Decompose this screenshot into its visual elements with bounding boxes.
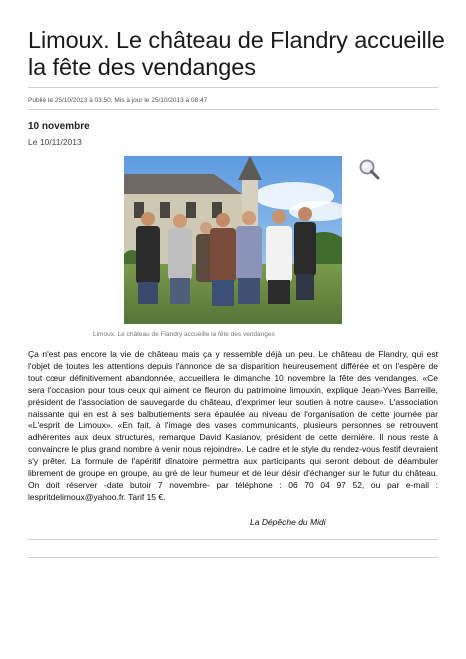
article-date: Le 10/11/2013 — [28, 137, 82, 147]
meta-divider — [28, 109, 438, 110]
photo-caption: Limoux. Le château de Flandry accueille la fête des vendanges — [93, 331, 275, 338]
bottom-divider-1 — [28, 539, 438, 540]
article-photo[interactable] — [124, 156, 342, 324]
article-signature: La Dépêche du Midi — [250, 517, 326, 527]
publication-meta: Publié le 25/10/2013 à 03:50, Mis à jour le 25/10/2013 à 08:47 — [28, 97, 208, 104]
top-divider — [28, 87, 438, 88]
article-body: Ça n'est pas encore la vie de château mais ça y ressemble déjà un peu. Le château de Flandry, qui est l'objet de toutes les attentions depuis l'annonce de sa disparition heureusement différée et on l'espère de tout cœur définitivement abandonnée, accueillera le dimanche 10 novembre la fête des vendanges. «Ce sera l'occasion pour tous ceux qui aiment ce fleuron du patrimoine limouxin, explique Jean-Yves Barreille, président de l'association de sauvegarde du château, d'exprimer leur soutien à notre cause». L'association naissante qui en est à ses balbutiements sera épaulée au niveau de l'organisation de cette journée par «L'esprit de Limoux». «En fait, à l'image des vases communicants, plusieurs personnes se retrouvent adhérentes aux deux structures, remarque David Kasianov, président de cette dernière. Il nous reste à convaincre le plus grand nombre à venir nous rejoindre». Le cadre et le style du rendez-vous festif devraient s'y prêter. La formule de l'apéritif dînatoire permettra aux participants qui seront debout de déambuler librement de groupe en groupe, au gré de leur humeur et de leur désir d'échanger sur le futur du château. On doit réserver -date butoir 7 novembre- par téléphone : 06 70 04 97 52, ou par e-mail : lespritdelimoux@yahoo.fr. Tarif 15 €. — [28, 349, 438, 502]
bottom-divider-2 — [28, 557, 438, 558]
article-title: Limoux. Le château de Flandry accueille la fête des vendanges — [28, 27, 445, 80]
zoom-button[interactable] — [358, 158, 380, 180]
article-subheading: 10 novembre — [28, 121, 90, 132]
magnifier-icon — [358, 158, 380, 180]
chateau-group-photo — [124, 156, 342, 324]
